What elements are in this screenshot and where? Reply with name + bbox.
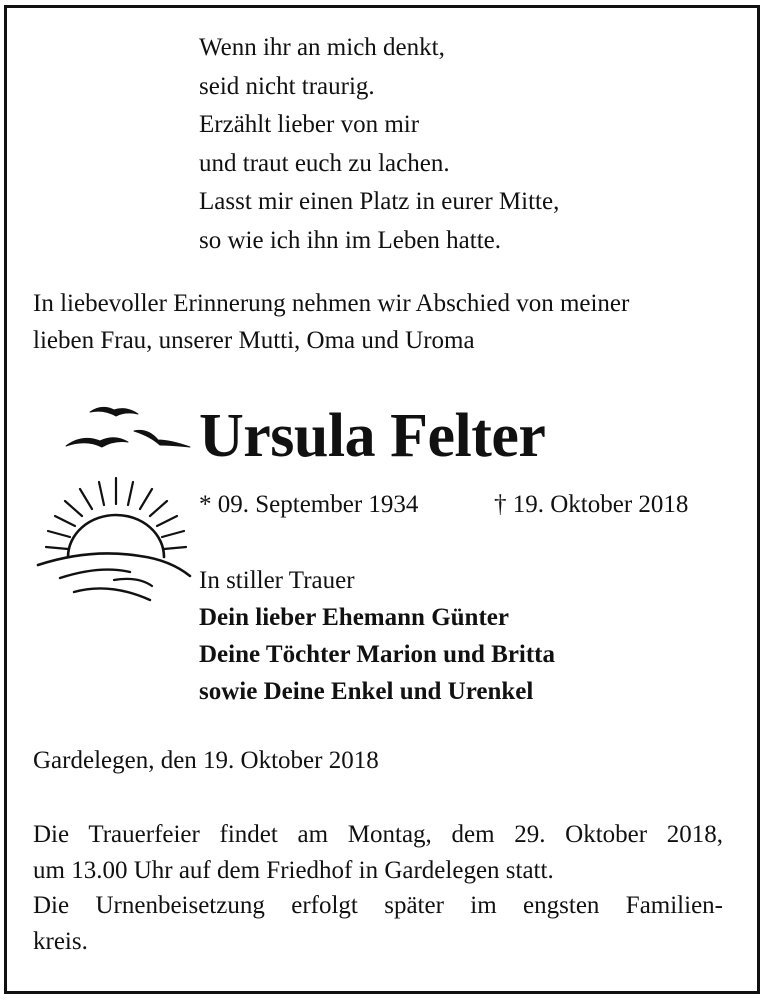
poem-line: seid nicht traurig. [199,72,375,100]
poem [199,29,559,260]
poem-line: und traut euch zu lachen. [199,149,450,177]
funeral-service-info [33,817,723,959]
poem-line: Erzählt lieber von mir [199,111,420,138]
bird-icon [134,430,190,447]
service-line: kreis. [33,927,88,955]
death-date: † 19. Oktober 2018 [494,491,689,518]
mourner-line: Dein lieber Ehemann Günter [199,604,509,631]
mourner-line: Deine Töchter Marion und Britta [199,641,556,668]
birds-sunset-icon [30,400,195,610]
poem-line: so wie ich ihn im Leben hatte. [199,226,502,254]
service-line: Die Urnenbeisetzung erfolgt später im engsten Familien- [33,892,723,919]
mourning-heading: In stiller Trauer [199,567,355,594]
mourner-line: sowie Deine Enkel und Urenkel [199,678,534,705]
service-line: Die Trauerfeier findet am Montag, dem 29. Oktober 2018, [33,821,723,848]
poem-line: Lasst mir einen Platz in eurer Mitte, [199,188,560,215]
bird-icon [90,407,138,416]
poem-line: Wenn ihr an mich denkt, [199,34,445,61]
intro-line: lieben Frau, unserer Mutti, Oma und Uroma [33,327,475,354]
farewell-intro [33,285,629,359]
intro-line: In liebevoller Erinnerung nehmen wir Abschied von meiner [33,290,630,317]
birth-date: * 09. September 1934 [199,491,419,518]
place-and-date: Gardelegen, den 19. Oktober 2018 [33,747,379,774]
mourners-block [199,562,555,710]
bird-icon [66,438,128,447]
service-line: um 13.00 Uhr auf dem Friedhof in Gardelegen statt. [33,856,554,884]
deceased-name: Ursula Felter [199,402,546,470]
